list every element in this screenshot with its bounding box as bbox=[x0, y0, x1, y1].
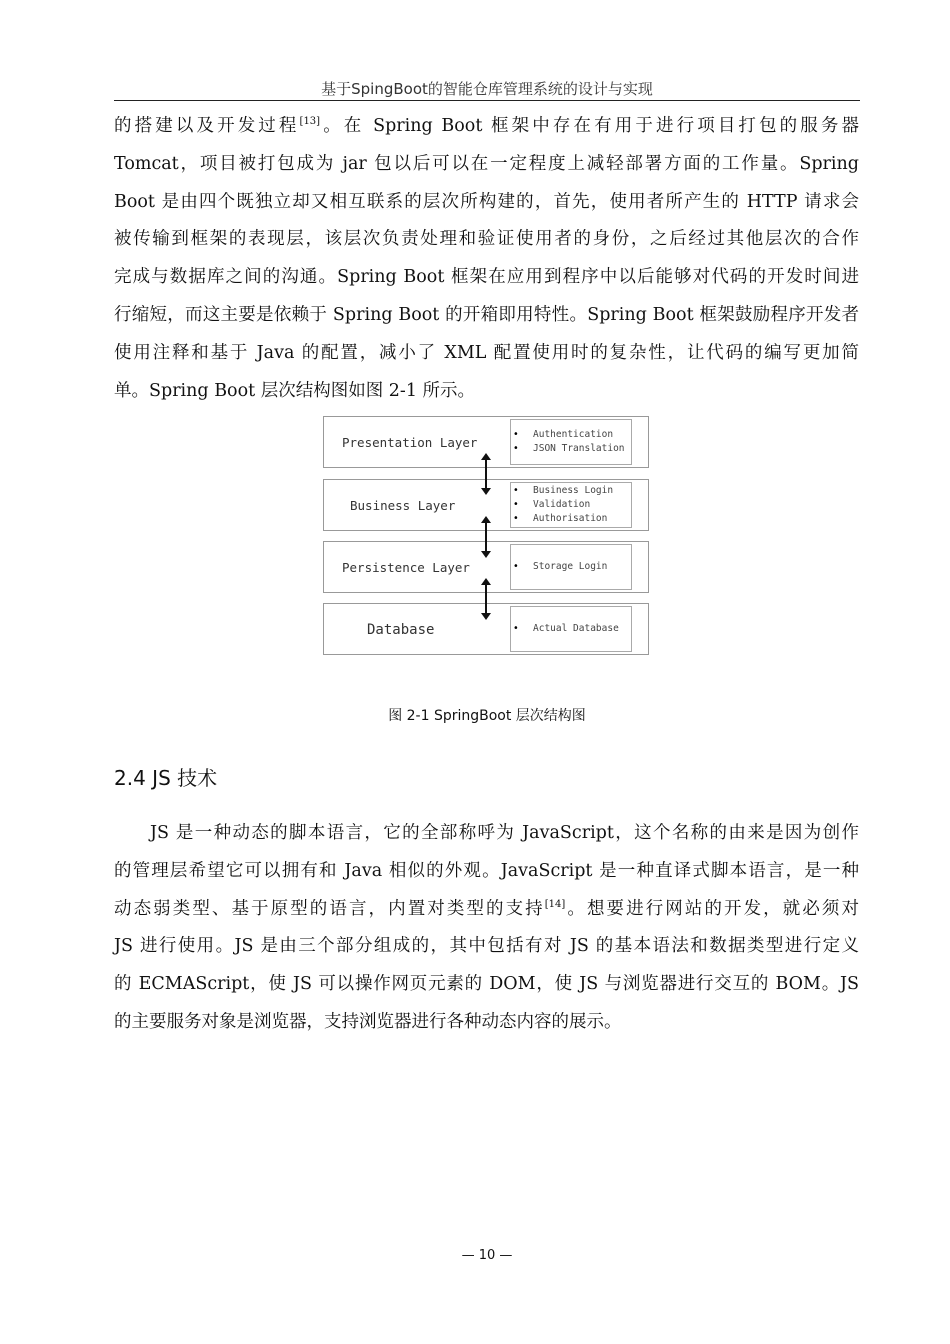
layer-item: • Storage Login bbox=[511, 560, 631, 574]
layer-items-box bbox=[510, 544, 632, 590]
citation: [13] bbox=[299, 116, 321, 128]
layer-item: • Actual Database bbox=[511, 622, 631, 636]
layer-item: • Authorisation bbox=[511, 512, 631, 526]
text-segment: 行缩短，而这主要是依赖于 Spring Boot 的开箱即用特性。Spring Boot 框架鼓励程序开发者 bbox=[114, 304, 859, 325]
text-line bbox=[114, 891, 859, 929]
text-segment: 。在 Spring Boot 框架中存在有用于进行项目打包的服务器 bbox=[320, 116, 860, 136]
layer-name: Persistence Layer bbox=[342, 560, 470, 575]
text-line bbox=[114, 928, 859, 966]
layer-name: Business Layer bbox=[350, 498, 456, 513]
text-line bbox=[114, 853, 859, 891]
header-rule bbox=[114, 100, 860, 101]
text-segment: Boot 是由四个既独立却又相互联系的层次所构建的，首先，使用者所产生的 HTTP 请求会 bbox=[114, 191, 859, 212]
text-line bbox=[114, 335, 859, 373]
bidirectional-arrow-icon bbox=[485, 580, 487, 618]
layer-items-box bbox=[510, 419, 632, 465]
section-heading: 2.4 JS 技术 bbox=[114, 766, 218, 790]
text-line bbox=[114, 966, 859, 1004]
text-segment: 的管理层希望它可以拥有和 Java 相似的外观。JavaScript 是一种直译式脚本语言，是一种 bbox=[114, 860, 859, 881]
text-segment: 。想要进行网站的开发，就必须对 bbox=[565, 898, 859, 919]
text-line bbox=[114, 815, 859, 853]
layer-item: • Validation bbox=[511, 498, 631, 512]
layer-item: • JSON Translation bbox=[511, 442, 631, 456]
layer-items-box bbox=[510, 606, 632, 652]
layer-item: • Authentication bbox=[511, 428, 631, 442]
text-segment: 动态弱类型、基于原型的语言，内置对类型的支持 bbox=[114, 898, 545, 919]
figure-caption: 图 2-1 SpringBoot 层次结构图 bbox=[388, 708, 586, 724]
text-segment: JS 是一种动态的脚本语言，它的全部称呼为 JavaScript，这个名称的由来是因为创作 bbox=[150, 823, 859, 843]
text-line bbox=[114, 297, 859, 335]
paragraph-springboot bbox=[114, 108, 859, 410]
citation: [14] bbox=[544, 898, 566, 910]
text-line bbox=[114, 1004, 859, 1042]
text-segment: Tomcat，项目被打包成为 jar 包以后可以在一定程度上减轻部署方面的工作量。Spring bbox=[114, 153, 859, 174]
layer-item: • Business Login bbox=[511, 484, 631, 498]
bidirectional-arrow-icon bbox=[485, 455, 487, 493]
text-line bbox=[114, 259, 859, 297]
text-segment: JS 进行使用。JS 是由三个部分组成的，其中包括有对 JS 的基本语法和数据类型进行定义 bbox=[114, 936, 859, 957]
running-header: 基于SpingBoot的智能仓库管理系统的设计与实现 bbox=[321, 80, 653, 98]
page-number: — 10 — bbox=[461, 1248, 513, 1263]
text-line bbox=[114, 373, 859, 411]
bidirectional-arrow-icon bbox=[485, 518, 487, 556]
text-segment: 的主要服务对象是浏览器，支持浏览器进行各种动态内容的展示。 bbox=[114, 1011, 622, 1032]
text-segment: 的 ECMAScript，使 JS 可以操作网页元素的 DOM，使 JS 与浏览器进行交互的 BOM。JS bbox=[114, 974, 859, 995]
text-line bbox=[114, 108, 859, 146]
layer-items-box bbox=[510, 482, 632, 528]
text-line bbox=[114, 184, 859, 222]
text-segment: 的搭建以及开发过程 bbox=[114, 116, 300, 136]
text-segment: 完成与数据库之间的沟通。Spring Boot 框架在应用到程序中以后能够对代码的开发时间进 bbox=[114, 267, 859, 288]
text-line bbox=[114, 221, 859, 259]
text-line bbox=[114, 146, 859, 184]
text-segment: 被传输到框架的表现层，该层次负责处理和验证使用者的身份，之后经过其他层次的合作 bbox=[114, 229, 859, 250]
paragraph-js bbox=[114, 815, 859, 1042]
text-segment: 单。Spring Boot 层次结构图如图 2-1 所示。 bbox=[114, 380, 476, 401]
layer-name: Database bbox=[367, 622, 435, 638]
text-segment: 使用注释和基于 Java 的配置，减小了 XML 配置使用时的复杂性，让代码的编写更加简 bbox=[114, 342, 859, 363]
layer-name: Presentation Layer bbox=[342, 435, 478, 450]
